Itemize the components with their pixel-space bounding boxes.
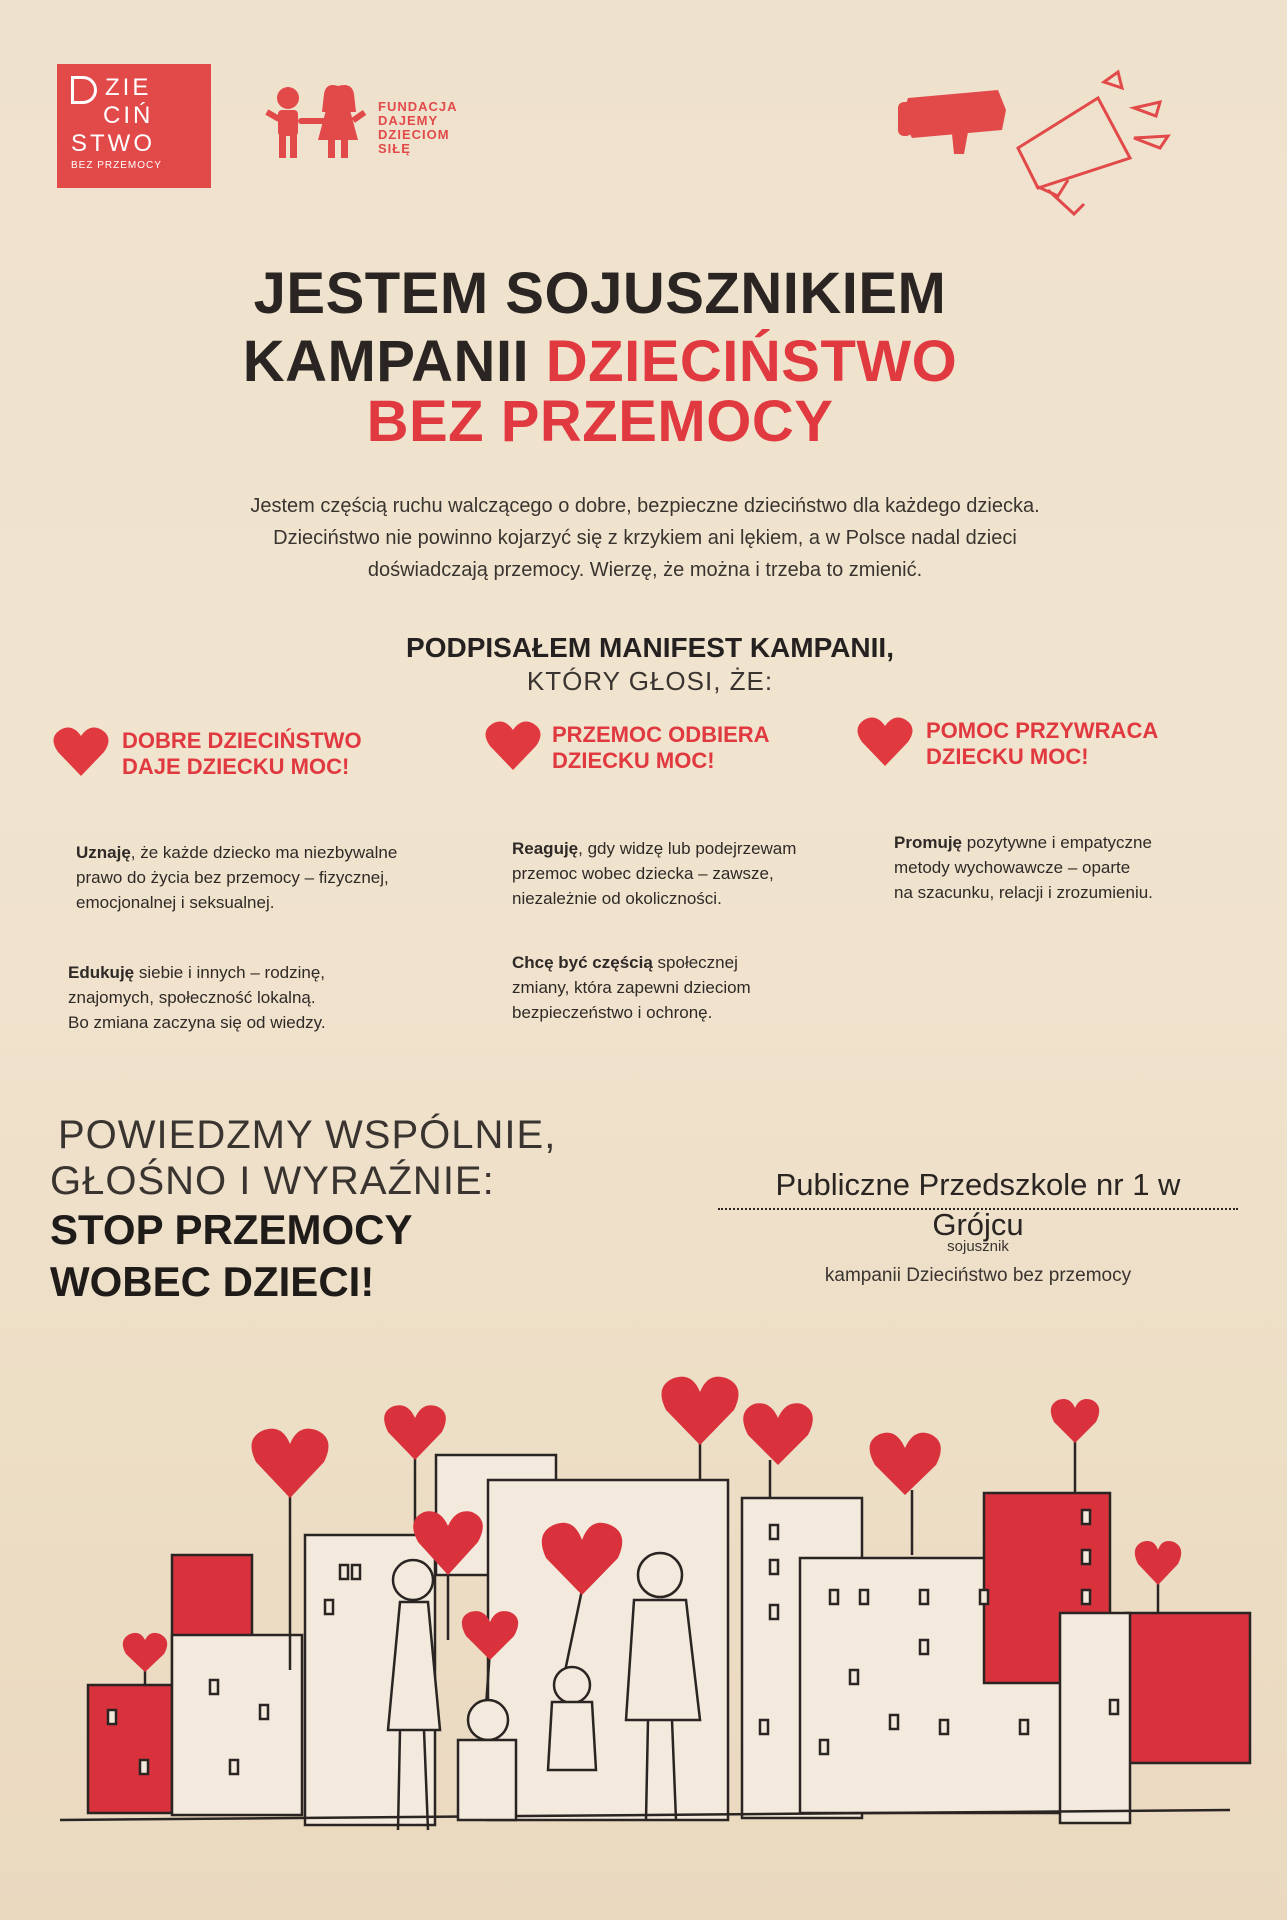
pledge-2-l1: , gdy widzę lub podejrzewam — [578, 839, 797, 858]
intro-line-2: Dzieciństwo nie powinno kojarzyć się z krzykiem ani lękiem, a w Polsce nadal dzieci — [273, 527, 1017, 549]
logo-line-3: STWO — [71, 130, 155, 157]
pillar-3-title — [926, 718, 1246, 770]
pledge-5-l1: społecznej — [652, 953, 738, 972]
foundation-line-4: SIŁĘ — [378, 141, 411, 156]
ally-name-line-2: Grójcu — [932, 1207, 1024, 1242]
pledge-reaguje — [512, 836, 892, 911]
pledge-edukuje — [68, 960, 448, 1035]
campaign-logo — [57, 64, 211, 188]
pledge-4-l2: znajomych, społeczność lokalną. — [68, 988, 316, 1007]
pledge-3-l3: na szacunku, relacji i zrozumieniu. — [894, 883, 1153, 902]
logo-line-2: CIŃ — [103, 102, 154, 129]
slogan-line-1: POWIEDZMY WSPÓLNIE, — [58, 1113, 557, 1157]
pledge-5-bold: Chcę być częścią — [512, 953, 653, 972]
manifest-title: PODPISAŁEM MANIFEST KAMPANII, — [406, 632, 894, 663]
intro-line-3: doświadczają przemocy. Wierzę, że można i trzeba to zmienić. — [367, 559, 923, 581]
manifest-subtitle: KTÓRY GŁOSI, ŻE: — [526, 666, 774, 696]
pledge-1-bold: Uznaję — [76, 843, 131, 862]
pledge-4-bold: Edukuję — [68, 963, 135, 982]
pillar-1-line-2: DAJE DZIECKU MOC! — [122, 754, 350, 779]
ally-signature-block — [718, 1162, 1238, 1287]
pledge-2-l3: niezależnie od okoliczności. — [512, 889, 722, 908]
slogan — [50, 1112, 556, 1308]
foundation-name — [378, 100, 458, 156]
headline-line-2-red: DZIECIŃSTWO — [545, 329, 958, 394]
ally-role: sojusznik — [947, 1238, 1009, 1255]
headline-line-2 — [100, 328, 1100, 396]
foundation-line-1: FUNDACJA — [378, 99, 458, 114]
children-icon — [262, 84, 372, 164]
ally-campaign: kampanii Dzieciństwo bez przemocy — [824, 1265, 1132, 1286]
pillar-2-title — [552, 722, 872, 774]
pledge-1-l1: , że każde dziecko ma niezbywalne — [130, 843, 398, 862]
pledge-3-l1: pozytywne i empatyczne — [962, 833, 1152, 852]
pledge-5-l3: bezpieczeństwo i ochronę. — [512, 1003, 713, 1022]
pledge-5-l2: zmiany, która zapewni dzieciom — [512, 978, 751, 997]
city-illustration — [0, 1340, 1287, 1860]
pledge-3-bold: Promuję — [894, 833, 963, 852]
pillar-2-line-2: DZIECKU MOC! — [552, 748, 715, 773]
pledge-3-l2: metody wychowawcze – oparte — [894, 858, 1131, 877]
headline-line-1: JESTEM SOJUSZNIKIEM — [253, 261, 947, 326]
pillar-2-line-1: PRZEMOC ODBIERA — [552, 722, 770, 747]
pledge-4-l3: Bo zmiana zaczyna się od wiedzy. — [68, 1013, 326, 1032]
pledge-1-l2: prawo do życia bez przemocy – fizycznej, — [76, 868, 389, 887]
pledge-1-l3: emocjonalnej i seksualnej. — [76, 893, 275, 912]
headline-line-2-dark: KAMPANII — [242, 329, 530, 394]
pledge-uznaje — [76, 840, 456, 915]
pillar-1-title — [122, 728, 442, 780]
pledge-promuje — [894, 830, 1274, 905]
pillar-1-line-1: DOBRE DZIECIŃSTWO — [122, 728, 362, 753]
slogan-line-4: WOBEC DZIECI! — [50, 1258, 375, 1305]
logo-line-4: BEZ PRZEMOCY — [71, 160, 162, 171]
foundation-line-3: DZIECIOM — [378, 127, 450, 142]
ally-name-line-1: Publiczne Przedszkole nr 1 w — [718, 1162, 1238, 1210]
pillar-3-line-2: DZIECKU MOC! — [926, 744, 1089, 769]
logo-line-1: ZIE — [105, 74, 152, 101]
pledge-chce — [512, 950, 892, 1025]
heart-icon — [484, 720, 542, 772]
pillar-3-line-1: POMOC PRZYWRACA — [926, 718, 1159, 743]
foundation-line-2: DAJEMY — [378, 113, 439, 128]
megaphone-icon — [898, 68, 1178, 218]
pledge-2-bold: Reaguję — [512, 839, 579, 858]
heart-icon — [856, 716, 914, 768]
intro-line-1: Jestem częścią ruchu walczącego o dobre, bezpieczne dzieciństwo dla każdego dziecka. — [250, 495, 1040, 517]
heart-icon — [52, 726, 110, 778]
intro-paragraph — [110, 490, 1180, 586]
slogan-line-2: GŁOŚNO I WYRAŹNIE: — [50, 1159, 495, 1203]
pledge-4-l1: siebie i innych – rodzinę, — [134, 963, 326, 982]
slogan-line-3: STOP PRZEMOCY — [50, 1206, 413, 1253]
headline-line-3: BEZ PRZEMOCY — [366, 389, 834, 454]
pledge-2-l2: przemoc wobec dziecka – zawsze, — [512, 864, 774, 883]
